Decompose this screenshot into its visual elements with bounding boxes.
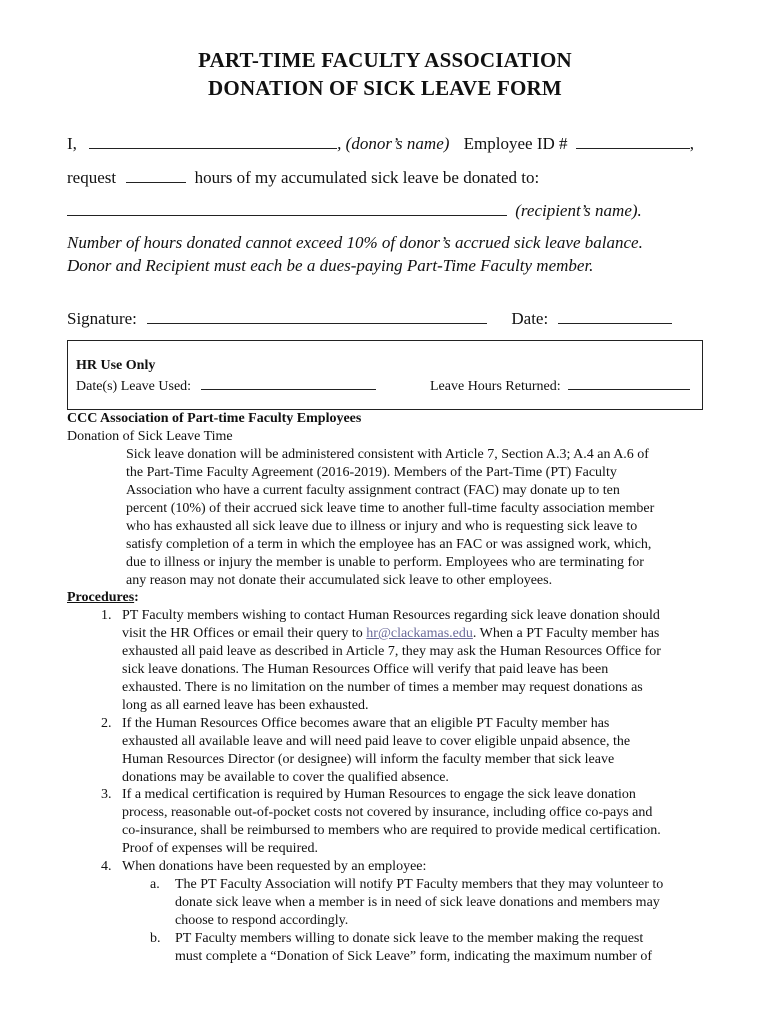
item-3-line: If a medical certification is required by Human Resources to engage the sick leave donation [122,787,636,802]
donor-name-caption: , (donor’s name) [337,134,450,153]
procedure-item-4a [175,876,715,930]
recipient-name-field[interactable] [67,200,507,216]
signature-line [67,308,672,329]
item-4b-letter: b. [150,931,161,946]
item-4a-letter: a. [150,877,160,892]
policy-heading: CCC Association of Part-time Faculty Employees [67,411,362,426]
item-4b-line: PT Faculty members willing to donate sick leave to the member making the request [175,931,644,946]
policy-subheading: Donation of Sick Leave Time [67,429,233,444]
form-title-line-2: DONATION OF SICK LEAVE FORM [208,76,562,100]
i-label: I, [67,134,77,153]
policy-paragraph [126,446,704,590]
item-1-text: visit the HR Offices or email their query to [122,626,367,641]
item-1-line: exhausted all paid leave as described in Article 7, they may ask the Human Resources Office for [122,644,661,659]
procedure-item-4b [175,930,715,966]
hr-use-only-box [67,340,703,410]
signature-field[interactable] [147,308,487,324]
item-4a-line: donate sick leave when a member is in need of sick leave donations and members may [175,895,660,910]
item-2-number: 2. [101,716,112,731]
item-1-line: long as all earned leave has been exhausted. [122,698,369,713]
recipient-caption: (recipient’s name). [515,201,642,220]
item-2-line: exhausted all available leave and will need paid leave to cover eligible unpaid absence, the [122,734,631,749]
employee-id-field[interactable] [576,133,690,149]
item-2-line: If the Human Resources Office becomes aware that an eligible PT Faculty member has [122,716,610,731]
note-line-1: Number of hours donated cannot exceed 10% of donor’s accrued sick leave balance. [67,233,643,252]
hr-dates-field[interactable] [201,377,376,390]
policy-line: who has exhausted all sick leave due to illness or injury and who is requesting sick leave to [126,519,638,534]
hr-dates-label: Date(s) Leave Used: [76,379,192,394]
item-4a-line: choose to respond accordingly. [175,913,349,928]
note-line-2: Donor and Recipient must each be a dues-paying Part-Time Faculty member. [67,256,594,275]
donor-line [67,133,694,154]
item-1-text: . When a PT Faculty member has [472,626,660,641]
date-label: Date: [511,309,549,328]
item-4b-line: must complete a “Donation of Sick Leave” form, indicating the maximum number of [175,949,653,964]
item-3-line: process, reasonable out-of-pocket costs not covered by insurance, including office co-pays and [122,805,653,820]
item-1-number: 1. [101,608,112,623]
hr-hours-returned-label: Leave Hours Returned: [430,379,561,394]
item-2-line: Human Resources Director (or designee) will inform the faculty member that sick leave [122,752,615,767]
item-3-line: co-insurance, shall be reimbursed to members who are required to provide medical certification. [122,823,661,838]
item-3-line: Proof of expenses will be required. [122,841,318,856]
employee-id-label: Employee ID # [463,134,568,153]
item-1-line: sick leave donations. The Human Resources Office will verify that paid leave has been [122,662,609,677]
item-4a-line: The PT Faculty Association will notify PT Faculty members that they may volunteer to [175,877,664,892]
procedure-item-3 [122,786,712,858]
signature-label: Signature: [67,309,137,328]
form-title-line-1: PART-TIME FACULTY ASSOCIATION [198,48,572,72]
hr-returned-row [430,377,690,395]
procedure-item-4: When donations have been requested by an employee: [122,859,427,874]
hr-box-title: HR Use Only [76,358,156,373]
policy-line: Association who have a current faculty assignment contract (FAC) may donate up to ten [126,483,620,498]
policy-line: any reason may not donate their accumulated sick leave to other employees. [126,573,553,588]
policy-line: satisfy completion of a term in which the employee has an FAC or was assigned work, which, [126,537,652,552]
procedures-heading-text: Procedures [67,590,135,605]
policy-line: percent (10%) of their accrued sick leave time to another full-time faculty association member [126,501,655,516]
policy-line: due to illness or injury the member is unable to perform. Employees who are terminating for [126,555,644,570]
policy-line: Sick leave donation will be administered consistent with Article 7, Section A.3; A.4 an A.6 of [126,447,649,462]
procedure-item-1 [122,607,712,715]
policy-line: the Part-Time Faculty Agreement (2016-2019). Members of the Part-Time (PT) Faculty [126,465,617,480]
procedure-item-2 [122,715,712,787]
item-3-number: 3. [101,787,112,802]
trailing-comma: , [689,134,695,153]
date-field[interactable] [558,308,672,324]
hours-text: hours of my accumulated sick leave be donated to: [194,168,540,187]
hr-email-link[interactable]: hr@clackamas.edu [366,626,473,641]
item-1-line: exhausted. There is no limitation on the number of times a member may request donations as [122,680,643,695]
request-line [67,167,539,188]
procedures-heading [67,590,139,606]
procedures-colon: : [134,590,139,605]
item-2-line: donations may be available to cover the qualified absence. [122,770,449,785]
hr-dates-row [76,377,376,395]
item-4-number: 4. [101,859,112,874]
hr-hours-returned-field[interactable] [568,377,690,390]
donor-name-field[interactable] [89,133,337,149]
hours-field[interactable] [126,167,186,183]
recipient-line [67,200,642,221]
item-1-line: PT Faculty members wishing to contact Human Resources regarding sick leave donation should [122,608,660,623]
item-1-line-email [122,625,712,643]
request-label: request [67,168,117,187]
